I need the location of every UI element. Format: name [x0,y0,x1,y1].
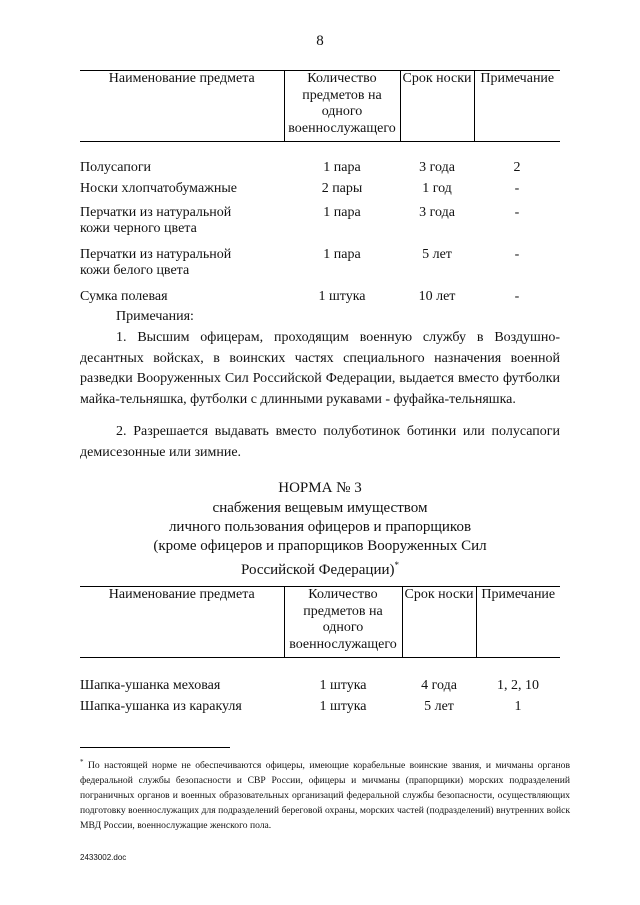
table-row [80,142,560,181]
norm-3-subtitle-line-3: (кроме офицеров и прапорщиков Вооруженных Сил [153,538,487,554]
item-term: 1 год [422,180,452,196]
note-item-2: 2. Разрешается выдавать вместо полуботинок ботинки или полусапоги демисезонные или зимние. [80,424,560,460]
footnote-text: По настоящей норме не обеспечиваются офицеры, имеющие корабельные воинские звания, и мичманы органов федеральной службы безопасности и СВР России, офицеры и мичманы (прапорщики) морских подразделений пограничных органов и военных образовательных организаций федеральной службы безопасности, осуществляющих подготовку военнослужащих для подразделений береговой охраны, морских частей (подразделений) внутренних войск МВД России, военнослужащие женского пола. [80,760,570,832]
item-term: 3 года [419,160,455,175]
footnote-separator [80,747,230,748]
item-quantity: 1 штука [319,678,367,693]
item-quantity: 2 пары [321,180,363,196]
item-quantity: 1 штука [319,698,367,714]
item-term: 3 года [419,204,455,220]
document-code: 2433002.doc [80,853,127,862]
norm-3-subtitle-line-2: личного пользования офицеров и прапорщиков [168,519,472,535]
header-term: Срок носки [400,71,474,142]
norm-3-line-4-text: Российской Федерации) [240,562,395,578]
header-term: Срок носки [402,587,476,658]
norm-table-1 [80,70,560,309]
notes-title: Примечания: [116,309,194,324]
item-quantity: 1 штука [318,288,366,304]
item-quantity: 1 пара [323,204,361,220]
header-quantity: Количество предметов на одного военнослужащего [284,587,402,658]
item-term: 5 лет [422,246,452,262]
item-term: 10 лет [418,288,456,304]
table-row [80,289,560,309]
item-note: - [514,288,520,304]
item-note: 1 [514,698,522,714]
note-item-1: 1. Высшим офицерам, проходящим военную службу в Воздушно-десантных войсках, в воинских частях специального назначения военной разведки Вооруженных Сил Российской Федерации, выдается вместо футболки майка-тельняшка, футболки с длинными рукавами - фуфайка-тельняшка. [80,330,560,407]
norm-3-subtitle-line-1: снабжения вещевым имуществом [212,500,428,516]
item-note: 1, 2, 10 [497,678,539,693]
footnote-mark: * [80,758,84,766]
item-name: Сумка полевая [80,288,168,304]
item-term: 4 года [421,678,457,693]
table-row [80,247,560,289]
item-name: Перчатки из натуральной кожи белого цвета [80,246,232,279]
item-note: - [514,180,520,196]
item-quantity: 1 пара [323,246,361,262]
header-name: Наименование предмета [80,587,284,658]
item-note: 2 [513,160,521,175]
table-row [80,699,560,723]
item-quantity: 1 пара [323,160,361,175]
footnote [80,755,570,833]
page-number: 8 [316,33,324,49]
table-row [80,205,560,247]
norm-3-subtitle-line-4 [80,556,560,581]
norm-table-2 [80,586,560,723]
table-header-row [80,71,560,142]
item-name: Носки хлопчатобумажные [80,180,237,196]
table-row [80,181,560,205]
item-note: - [514,204,520,220]
item-name: Шапка-ушанка из каракуля [80,698,242,714]
item-name: Полусапоги [80,160,152,175]
table-header-row [80,587,560,658]
header-quantity: Количество предметов на одного военнослужащего [284,71,400,142]
item-name: Перчатки из натуральной кожи черного цвета [80,204,232,237]
item-name: Шапка-ушанка меховая [80,678,221,693]
header-note: Примечание [476,587,560,658]
header-name: Наименование предмета [80,71,284,142]
item-term: 5 лет [424,698,454,714]
header-note: Примечание [474,71,560,142]
table-row [80,658,560,699]
norm-3-title: НОРМА № 3 [278,480,362,496]
footnote-reference: * [394,560,399,570]
item-note: - [514,246,520,262]
